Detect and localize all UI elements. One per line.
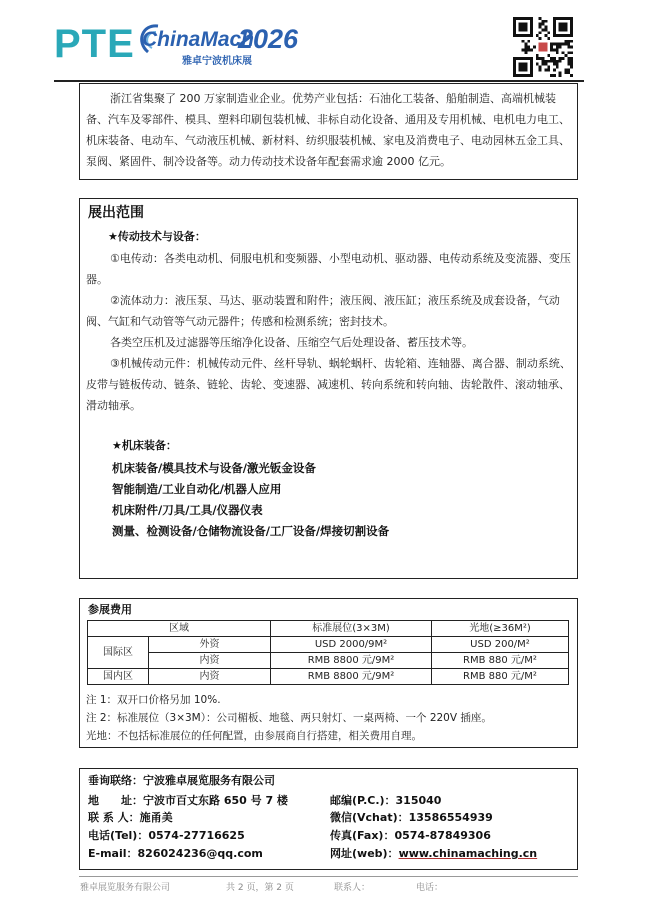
org-value: 宁波雅卓展览服务有限公司 [143,774,275,787]
wechat-value: 13586554939 [408,811,493,824]
row3-raw: RMB 880 元/M² [432,669,569,685]
table-row [88,637,569,653]
scope-item-electric: ①电传动：各类电动机、伺服电机和变频器、小型电动机、驱动器、电传动系统及变流器、变压器。 [86,252,571,286]
fee-table [87,620,569,685]
scope-item-fluid: ②流体动力：液压泵、马达、驱动装置和附件；液压阀、液压缸；液压系统及成套设备，气动阀、气缸和气动管等气动元器件；传感和检测系统；密封技术。 [86,294,560,328]
intl-zone-cell: 国际区 [88,637,149,669]
domestic-zone-cell: 国内区 [88,669,149,685]
row2-standard: RMB 8800 元/9M² [271,653,432,669]
transmission-heading: ★传动技术与设备： [108,230,206,243]
tel-label: 电话(Tel)： [88,829,149,842]
website-link[interactable]: www.chinamaching.cn [398,847,538,860]
chinamach-wordmark: ChinaMach [142,28,255,51]
chinamach-year: 2026 [238,24,299,54]
person-label: 联 系 人： [88,811,140,824]
address-value: 宁波市百丈东路 650 号 7 楼 [143,794,288,807]
email-value[interactable]: 826024236@qq.com [137,847,263,860]
footer-divider [79,876,578,877]
chinamach-subtitle: 雅卓宁波机床展 [182,56,252,67]
table-row [88,653,569,669]
machine-line-2: 智能制造/工业自动化/机器人应用 [112,482,282,496]
fax-value: 0574-87849306 [394,829,491,842]
chinamach-logo [142,24,302,74]
header-divider [54,80,584,82]
wechat-label: 微信(Vchat)： [330,811,409,824]
machine-line-1: 机床装备/模具技术与设备/激光钣金设备 [112,461,316,475]
fee-note-2: 注 2：标准展位（3×3M）：公司楣板、地毯、两只射灯、一桌两椅、一个 220V 插座。 [86,712,492,724]
footer-phone: 电话： [416,883,444,893]
row1-raw: USD 200/M² [432,637,569,653]
machine-line-4: 测量、检测设备/仓储物流设备/工厂设备/焊接切割设备 [112,524,390,538]
footer-page-number: 共 2 页，第 2 页 [226,883,294,893]
fees-title: 参展费用 [88,603,132,616]
row2-raw: RMB 880 元/M² [432,653,569,669]
contact-email-row [88,845,263,863]
contact-person-row [88,809,173,827]
table-row [88,669,569,685]
fax-label: 传真(Fax)： [330,829,395,842]
contact-fax-row [330,827,491,845]
col-header-region: 区域 [88,621,271,637]
zip-label: 邮编(P.C.)： [330,794,396,807]
footer-contact: 联系人： [334,883,371,893]
row3-type: 内资 [149,669,271,685]
fee-note-1: 注 1：双开口价格另加 10%. [86,694,221,706]
qr-code-icon [513,17,573,77]
col-header-raw: 光地(≥36M²) [432,621,569,637]
row3-standard: RMB 8800 元/9M² [271,669,432,685]
address-label: 地 址： [88,794,143,807]
row1-type: 外资 [149,637,271,653]
machine-tool-heading: ★机床装备： [112,439,177,452]
row1-standard: USD 2000/9M² [271,637,432,653]
fee-note-3: 光地：不包括标准展位的任何配置，由参展商自行搭建，相关费用自理。 [86,730,422,742]
scope-item-mechanical: ③机械传动元件：机械传动元件、丝杆导轨、蜗轮蜗杆、齿轮箱、连轴器、离合器、制动系统、皮带与链板传动、链条、链轮、齿轮、变速器、减速机、转向系统和转向轴、齿轮散件、滚动轴承、滑动轴承。 [86,357,571,412]
contact-tel-row [88,827,245,845]
org-label: 垂询联络： [88,774,143,787]
tel-value: 0574-27716625 [148,829,245,842]
intro-paragraph: 浙江省集聚了 200 万家制造业企业。优势产业包括：石油化工装备、船舶制造、高端机械装备、汽车及零部件、模具、塑料印刷包装机械、非标自动化设备、通用及专用机械、电机电力电工、机床装备、电动车、气动液压机械、新材料、纺织服装机械、家电及消费电子、电动园林五金工具、泵阀、紧固件、制冷设备等。动力传动技术设备年配套需求逾 2000 亿元。 [86,92,570,168]
web-label: 网址(web)： [330,847,399,860]
footer-company: 雅卓展览服务有限公司 [80,883,171,893]
row2-type: 内资 [149,653,271,669]
zip-value: 315040 [395,794,442,807]
person-value: 施甬美 [139,811,173,824]
scope-item-compressor: 各类空压机及过滤器等压缩净化设备、压缩空气后处理设备、蓄压技术等。 [110,336,473,349]
contact-zip-row [330,792,441,810]
contact-wechat-row [330,809,493,827]
pte-logo: PTE [54,22,135,66]
col-header-standard: 标准展位(3×3M) [271,621,432,637]
contact-org-row [88,772,275,790]
contact-address-row [88,792,288,810]
contact-web-row [330,845,537,863]
email-label: E-mail： [88,847,138,860]
scope-title: 展出范围 [88,205,144,221]
table-row [88,621,569,637]
machine-line-3: 机床附件/刀具/工具/仪器仪表 [112,503,263,517]
